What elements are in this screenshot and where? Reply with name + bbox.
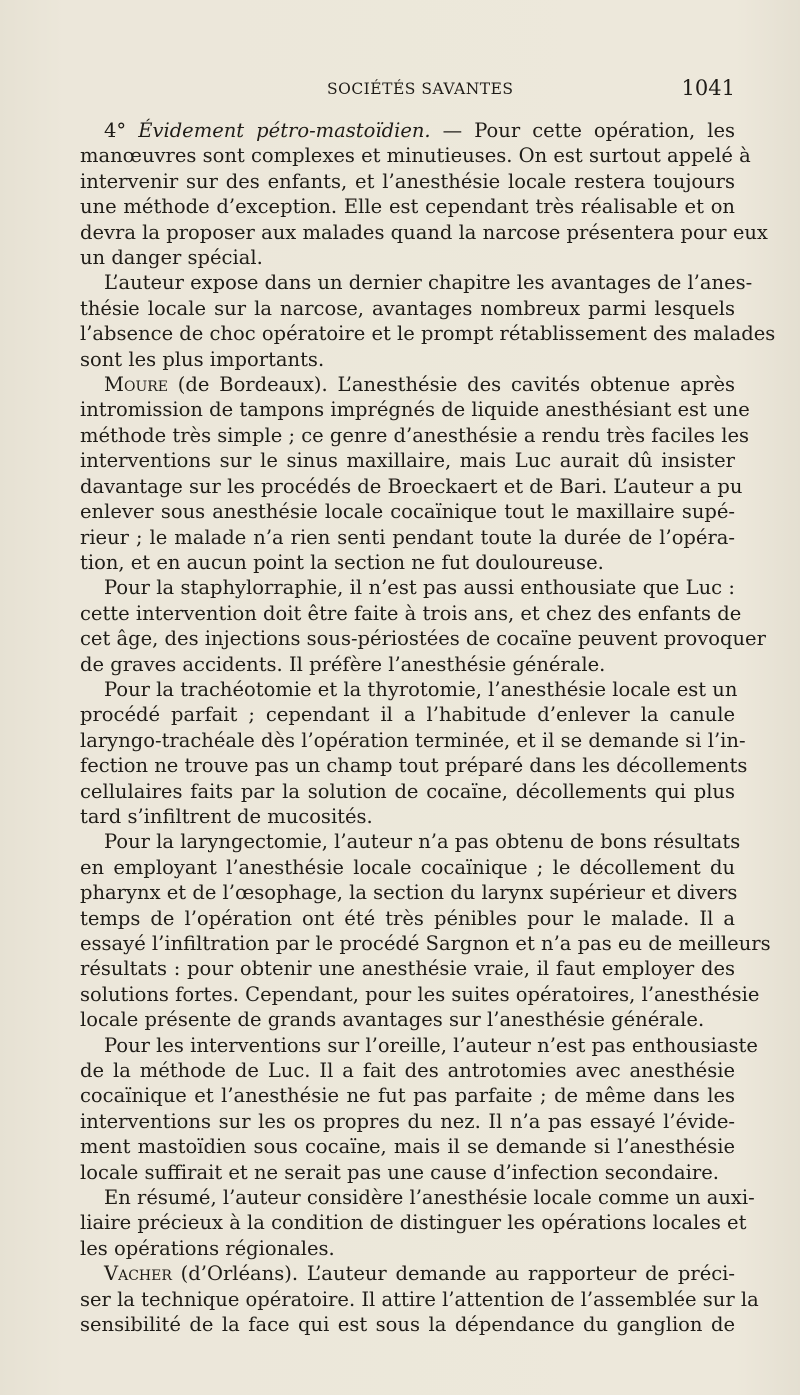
speaker-name: Vacher: [104, 1262, 172, 1286]
paragraph-conclusion: [80, 270, 776, 372]
section-heading: Évidement pétro-mastoïdien.: [138, 119, 431, 142]
paragraph-moure: [80, 372, 750, 575]
text-line: cocaïnique et l’anesthésie ne fut pas parfaite ; de même dans les: [80, 1084, 735, 1108]
speaker-name: Moure: [104, 373, 169, 397]
body-text: [80, 118, 776, 1338]
text-line: Pour la staphylorraphie, il n’est pas aussi enthousiate que Luc :: [104, 576, 735, 600]
text-line: rieur ; le malade n’a rien senti pendant toute la durée de l’opéra-: [80, 525, 735, 549]
text-line: solutions fortes. Cependant, pour les suites opératoires, l’anesthésie: [80, 982, 760, 1006]
text-line: méthode très simple ; ce genre d’anesthésie a rendu très faciles les: [80, 423, 750, 447]
text-line: En résumé, l’auteur considère l’anesthésie locale comme un auxi-: [104, 1186, 755, 1210]
text-line: thésie locale sur la narcose, avantages nombreux parmi lesquels: [80, 296, 735, 320]
text-line: fection ne trouve pas un champ tout préparé dans les décollements: [80, 754, 748, 778]
text-line: Vacher (d’Orléans). L’auteur demande au rapporteur de préci-: [104, 1262, 735, 1286]
text-line: de graves accidents. Il préfère l’anesthésie générale.: [80, 652, 606, 676]
paragraph-oreille: [80, 1033, 758, 1185]
text-line: procédé parfait ; cependant il a l’habitude d’enlever la canule: [80, 703, 735, 727]
paragraph-staphylorraphie: [80, 575, 766, 677]
text-line: Pour la laryngectomie, l’auteur n’a pas obtenu de bons résultats: [104, 830, 741, 854]
page-number: 1041: [681, 76, 735, 100]
text-line: locale suffirait et ne serait pas une cause d’infection secondaire.: [80, 1160, 719, 1184]
paragraph-vacher: [80, 1261, 759, 1337]
text-line: ser la technique opératoire. Il attire l’attention de l’assemblée sur la: [80, 1287, 759, 1311]
text-line: résultats : pour obtenir une anesthésie vraie, il faut employer des: [80, 957, 735, 981]
text-line: manœuvres sont complexes et minutieuses. On est surtout appelé à: [80, 144, 751, 168]
text-line: les opérations régionales.: [80, 1236, 335, 1260]
section-number: 4°: [104, 119, 139, 142]
text-line: liaire précieux à la condition de distinguer les opérations locales et: [80, 1211, 747, 1235]
paragraph-tracheotomie: [80, 677, 748, 829]
text-line: une méthode d’exception. Elle est cependant très réalisable et on: [80, 195, 735, 219]
text-line: 4° Évidement pétro-mastoïdien. — Pour cette opération, les: [104, 119, 735, 142]
paragraph-evidement: [80, 118, 768, 270]
text-line: temps de l’opération ont été très pénibles pour le malade. Il a: [80, 906, 735, 930]
text-line: pharynx et de l’œsophage, la section du larynx supérieur et divers: [80, 881, 738, 905]
text-line: sensibilité de la face qui est sous la dépendance du ganglion de: [80, 1313, 735, 1337]
text-line: interventions sur le sinus maxillaire, mais Luc aurait dû insister: [80, 449, 735, 473]
text-line: L’auteur expose dans un dernier chapitre les avantages de l’anes-: [104, 271, 753, 295]
text-line: Pour la trachéotomie et la thyrotomie, l’anesthésie locale est un: [104, 677, 738, 701]
text-line: Pour les interventions sur l’oreille, l’auteur n’est pas enthousiaste: [104, 1033, 758, 1057]
text-line: tion, et en aucun point la section ne fut douloureuse.: [80, 550, 604, 574]
text-line: Moure (de Bordeaux). L’anesthésie des cavités obtenue après: [104, 373, 735, 397]
text-line: cellulaires faits par la solution de cocaïne, décollements qui plus: [80, 779, 735, 803]
running-head: SOCIÉTÉS SAVANTES: [327, 80, 514, 98]
text-line: essayé l’infiltration par le procédé Sargnon et n’a pas eu de meilleurs: [80, 932, 771, 955]
text-line: locale présente de grands avantages sur l’anesthésie générale.: [80, 1008, 705, 1032]
text-line: enlever sous anesthésie locale cocaïnique tout le maxillaire supé-: [80, 500, 735, 524]
text-line: ment mastoïdien sous cocaïne, mais il se demande si l’anesthésie: [80, 1135, 735, 1159]
paragraph-laryngectomie: [80, 829, 771, 1032]
text-line: sont les plus importants.: [80, 347, 325, 371]
text-line: davantage sur les procédés de Broeckaert et de Bari. L’auteur a pu: [80, 474, 743, 498]
page-header: [80, 76, 735, 102]
text-line: laryngo-trachéale dès l’opération terminée, et il se demande si l’in-: [80, 728, 746, 752]
text-line: interventions sur les os propres du nez. Il n’a pas essayé l’évide-: [80, 1109, 735, 1133]
text-line: un danger spécial.: [80, 246, 263, 270]
text-line: devra la proposer aux malades quand la narcose présentera pour eux: [80, 220, 768, 244]
text-line: intervenir sur des enfants, et l’anesthésie locale restera toujours: [80, 169, 735, 193]
text-line: en employant l’anesthésie locale cocaïnique ; le décollement du: [80, 855, 735, 879]
text-line: intromission de tampons imprégnés de liquide anesthésiant est une: [80, 398, 750, 422]
text-line: l’absence de choc opératoire et le prompt rétablissement des malades: [80, 322, 776, 346]
text-line: cette intervention doit être faite à trois ans, et chez des enfants de: [80, 601, 742, 625]
text-line: cet âge, des injections sous-périostées de cocaïne peuvent provoquer: [80, 627, 766, 651]
text-line: tard s’infiltrent de mucosités.: [80, 804, 373, 828]
text-line: de la méthode de Luc. Il a fait des antrotomies avec anesthésie: [80, 1059, 735, 1083]
paragraph-resume: [80, 1185, 755, 1261]
